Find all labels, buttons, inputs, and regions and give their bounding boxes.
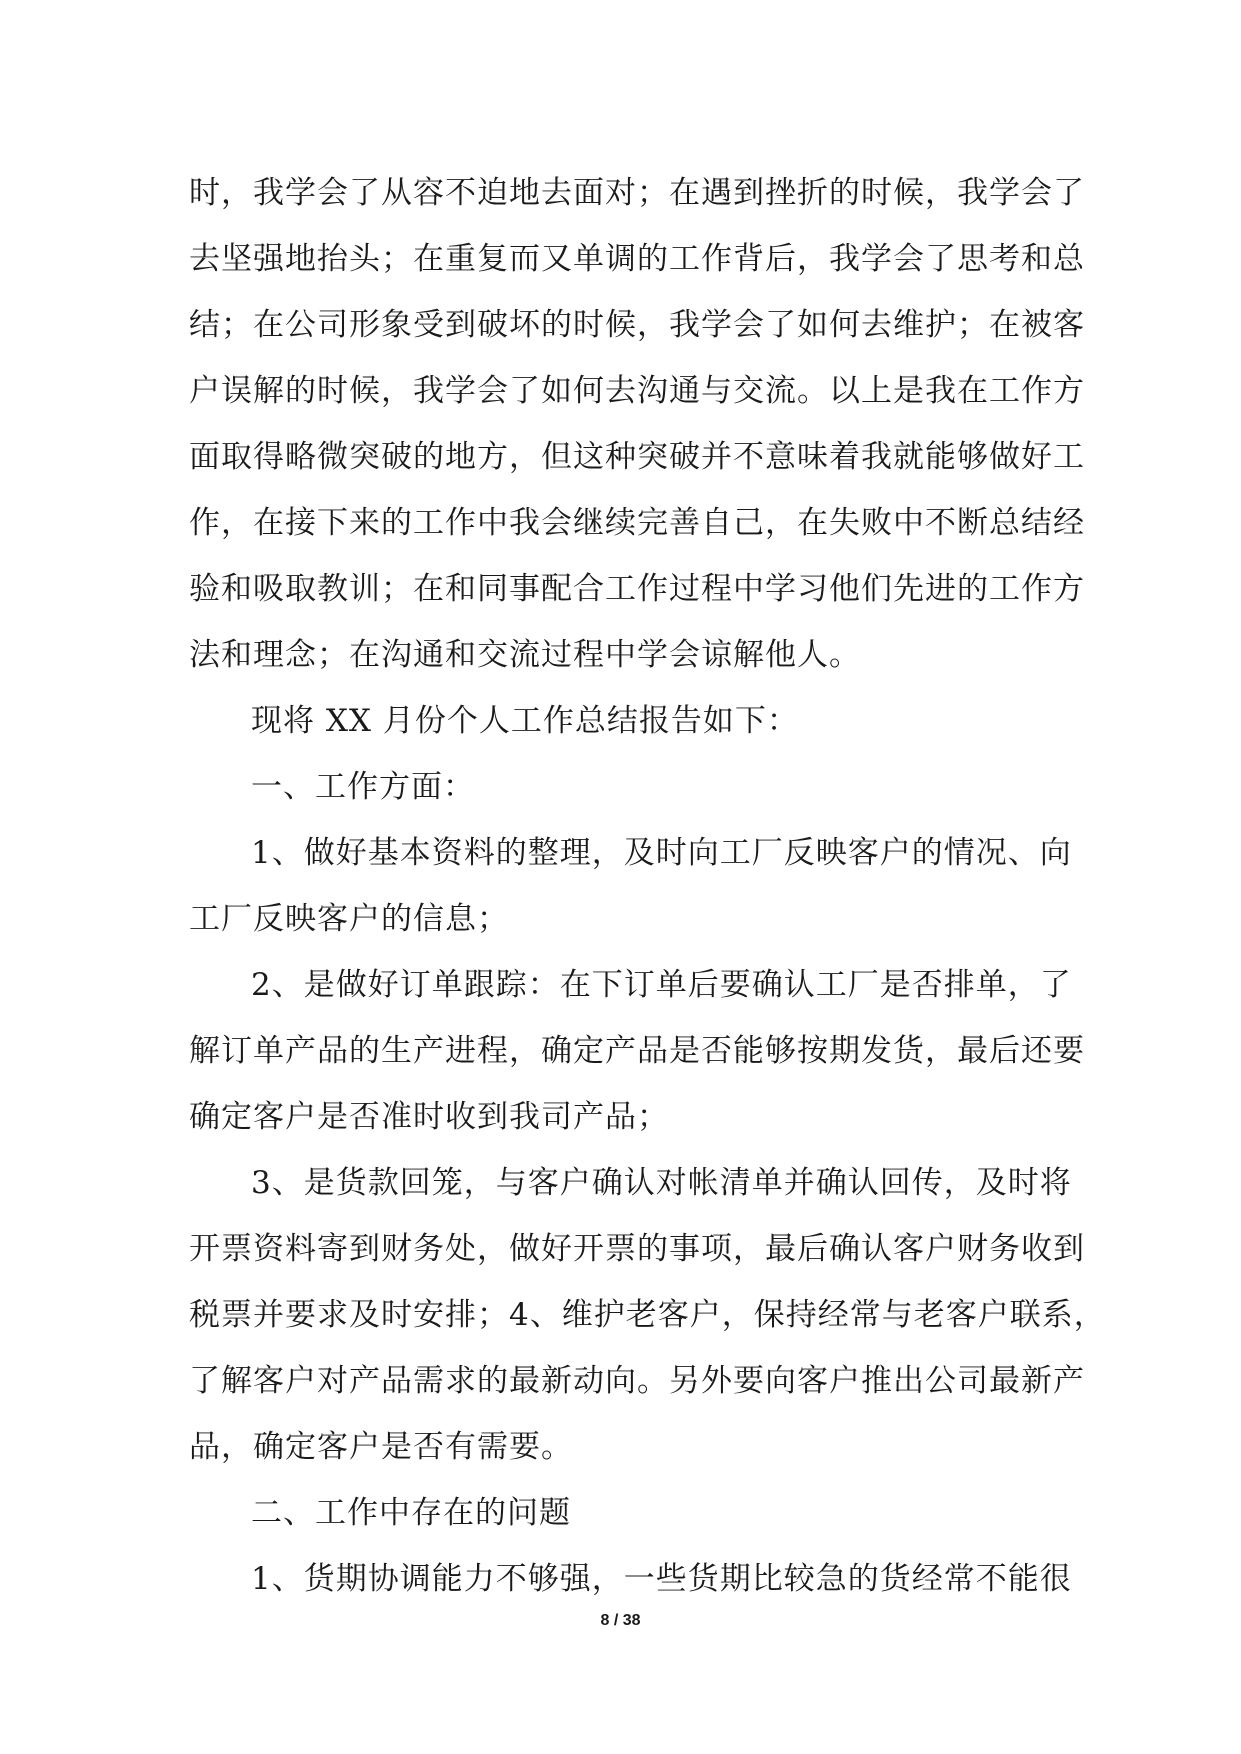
text-line: 品，确定客户是否有需要。	[189, 1429, 573, 1465]
text-line: 现将 XX 月份个人工作总结报告如下：	[251, 703, 799, 739]
text-line: 去坚强地抬头；在重复而又单调的工作背后，我学会了思考和总	[189, 241, 1085, 277]
text-line: 确定客户是否准时收到我司产品；	[189, 1099, 669, 1135]
page-number: 8 / 38	[600, 1612, 641, 1629]
text-line: 了解客户对产品需求的最新动向。另外要向客户推出公司最新产	[189, 1363, 1085, 1399]
text-line: 一、工作方面：	[251, 769, 475, 805]
text-line: 验和吸取教训；在和同事配合工作过程中学习他们先进的工作方	[189, 571, 1085, 607]
text-line: 1、做好基本资料的整理，及时向工厂反映客户的情况、向	[251, 835, 1072, 871]
text-line: 3、是货款回笼，与客户确认对帐清单并确认回传，及时将	[251, 1165, 1072, 1201]
text-line: 2、是做好订单跟踪：在下订单后要确认工厂是否排单，了	[251, 967, 1072, 1003]
text-line: 法和理念；在沟通和交流过程中学会谅解他人。	[189, 637, 861, 673]
text-line: 1、货期协调能力不够强，一些货期比较急的货经常不能很	[251, 1561, 1072, 1597]
text-line: 工厂反映客户的信息；	[189, 901, 509, 937]
text-line: 税票并要求及时安排；4、维护老客户，保持经常与老客户联系，	[189, 1297, 1106, 1333]
text-line: 二、工作中存在的问题	[251, 1495, 571, 1531]
text-line: 作，在接下来的工作中我会继续完善自己，在失败中不断总结经	[189, 505, 1085, 541]
text-line: 户误解的时候，我学会了如何去沟通与交流。以上是我在工作方	[189, 373, 1085, 409]
text-line: 时，我学会了从容不迫地去面对；在遇到挫折的时候，我学会了	[189, 175, 1085, 211]
document-body	[189, 160, 1106, 1612]
text-line: 结；在公司形象受到破坏的时候，我学会了如何去维护；在被客	[189, 307, 1085, 343]
text-line: 解订单产品的生产进程，确定产品是否能够按期发货，最后还要	[189, 1033, 1085, 1069]
text-line: 开票资料寄到财务处，做好开票的事项，最后确认客户财务收到	[189, 1231, 1085, 1267]
text-line: 面取得略微突破的地方，但这种突破并不意味着我就能够做好工	[189, 439, 1085, 475]
